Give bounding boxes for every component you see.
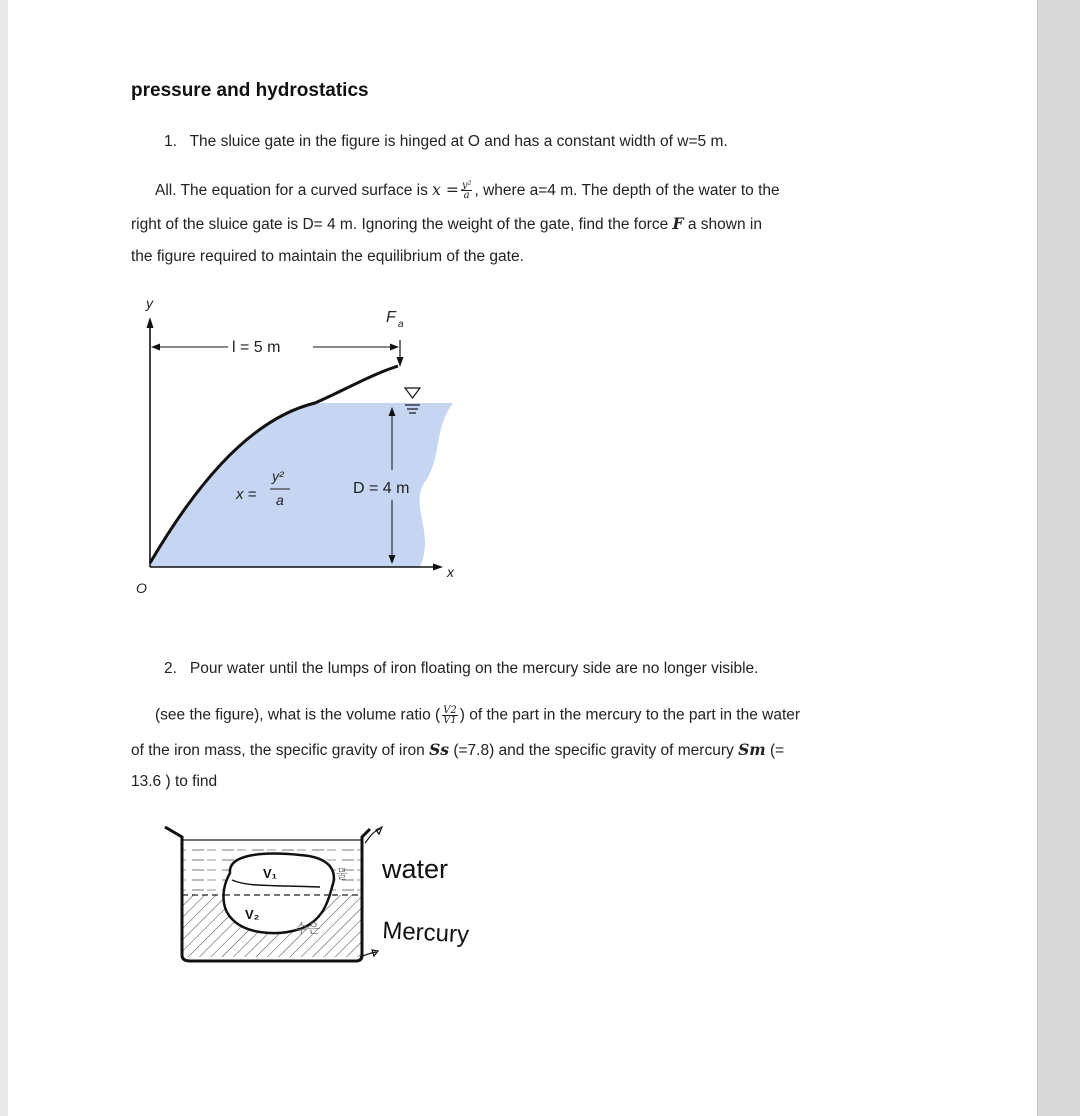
problem1-line4: the figure required to maintain the equilibrium of the gate. — [131, 248, 524, 265]
problem2-line4: 13.6 ) to find — [131, 773, 218, 790]
mercury-handwritten-label: Mercury — [381, 917, 470, 949]
page-title: pressure and hydrostatics — [131, 80, 369, 101]
problem2-line3 — [131, 740, 784, 760]
problem2-line2-a: (see the figure), what is the volume ratio ( — [155, 706, 441, 724]
y-axis-label: y — [146, 295, 153, 311]
problem1-eq-x: x = — [432, 181, 459, 199]
figure1-sluice-gate — [130, 295, 480, 600]
figure2-iron-in-mercury — [160, 815, 520, 975]
problem2-ss-symbol: Ss — [429, 740, 450, 759]
width-dim-right-arrow-icon — [390, 344, 399, 351]
mercury-korean-label: 수은 — [295, 921, 321, 936]
problem2-number: 2. — [164, 660, 177, 677]
problem2-ratio-fraction — [442, 706, 458, 725]
problem1-line2-prefix: All. The equation for a curved surface is — [155, 182, 428, 199]
v1-label: V₁ — [263, 866, 278, 881]
depth-label: D = 4 m — [353, 480, 410, 497]
problem1-line2 — [155, 181, 780, 200]
problem1-force-symbol: F — [672, 214, 684, 233]
problem2-ratio-den: V1 — [443, 715, 457, 726]
problem2-line3-a: of the iron mass, the specific gravity of iron — [131, 742, 425, 759]
problem2-line1 — [164, 660, 759, 678]
right-scrollbar-gutter[interactable] — [1037, 0, 1080, 1116]
problem1-line3 — [131, 214, 762, 234]
problem2-line2-b: ) of the part in the mercury to the part in the water — [459, 706, 801, 724]
problem1-eq-den: a — [463, 190, 470, 202]
y-axis-arrow-icon — [147, 317, 154, 328]
curve-eq-lhs: x = — [236, 486, 257, 503]
problem1-line3-b: a shown in — [687, 216, 762, 233]
problem1-number: 1. — [164, 133, 177, 150]
problem1-eq-fraction — [461, 181, 473, 200]
problem2-sm-symbol: Sm — [738, 740, 766, 759]
curve-eq-den: a — [276, 492, 284, 508]
width-dim-left-arrow-icon — [151, 344, 160, 351]
water-annotation-arrowhead-icon — [376, 827, 382, 834]
x-axis-arrow-icon — [433, 564, 443, 571]
origin-label: O — [136, 580, 147, 596]
water-handwritten-label: water — [382, 854, 449, 884]
mercury-annotation-arrowhead-icon — [372, 950, 378, 956]
free-surface-triangle-icon — [405, 388, 420, 398]
force-label: F — [386, 309, 396, 326]
v2-label: V₂ — [245, 907, 260, 922]
problem2-line2 — [155, 706, 800, 725]
problem2-line1-text: Pour water until the lumps of iron floating on the mercury side are no longer visible. — [189, 660, 759, 677]
problem1-eq-num: y² — [461, 180, 472, 192]
problem1-line2-suffix: , where a=4 m. The depth of the water to the — [474, 182, 780, 199]
force-subscript: a — [398, 319, 404, 330]
x-axis-label: x — [447, 564, 454, 580]
left-gutter — [0, 0, 8, 1116]
problem1-line1 — [164, 133, 728, 151]
width-label: l = 5 m — [232, 339, 281, 356]
water-korean-label: 물 — [336, 867, 348, 881]
problem1-line3-a: right of the sluice gate is D= 4 m. Ignoring the weight of the gate, find the force — [131, 216, 669, 233]
problem2-line3-b: (=7.8) and the specific gravity of mercury — [453, 742, 734, 759]
problem1-line1-text: The sluice gate in the figure is hinged at O and has a constant width of w=5 m. — [189, 133, 728, 150]
curve-eq-num: y² — [272, 468, 284, 484]
problem2-line3-c: (= — [769, 742, 785, 759]
problem2-ratio-num: V2 — [443, 705, 457, 716]
